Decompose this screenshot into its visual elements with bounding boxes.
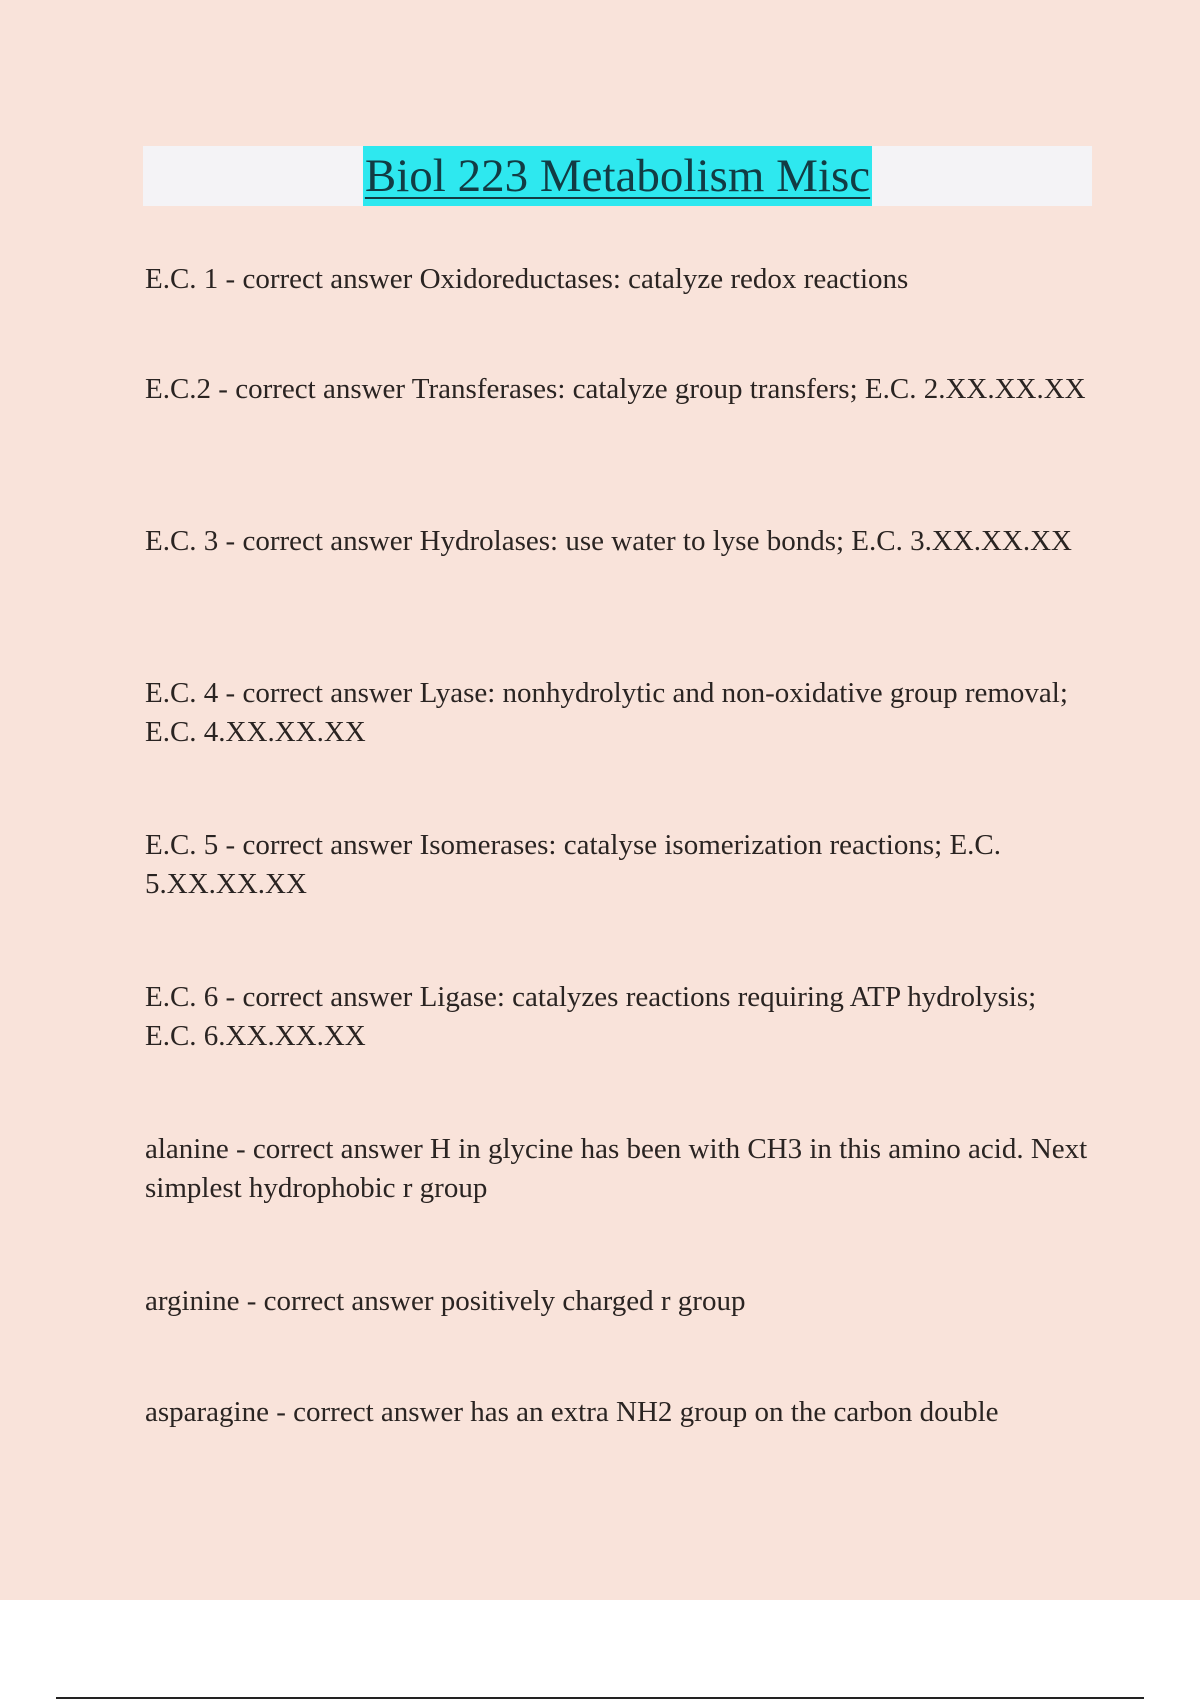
entry-alanine: alanine - correct answer H in glycine has been with CH3 in this amino acid. Next simplest hydrophobic r group xyxy=(145,1133,1088,1204)
entry-arginine: arginine - correct answer positively charged r group xyxy=(145,1285,746,1317)
entry-ec2: E.C.2 - correct answer Transferases: catalyze group transfers; E.C. 2.XX.XX.XX xyxy=(145,373,1086,405)
title-bar xyxy=(143,146,1092,206)
entry-ec1: E.C. 1 - correct answer Oxidoreductases: catalyze redox reactions xyxy=(145,263,909,295)
entry-asparagine: asparagine - correct answer has an extra NH2 group on the carbon double xyxy=(145,1396,999,1428)
entry-ec6: E.C. 6 - correct answer Ligase: catalyzes reactions requiring ATP hydrolysis; E.C. 6.XX.XX.XX xyxy=(145,981,1037,1052)
entry-ec3: E.C. 3 - correct answer Hydrolases: use water to lyse bonds; E.C. 3.XX.XX.XX xyxy=(145,525,1072,557)
entry-ec4: E.C. 4 - correct answer Lyase: nonhydrolytic and non-oxidative group removal; E.C. 4.XX.XX.XX xyxy=(145,677,1068,748)
page-title: Biol 223 Metabolism Misc xyxy=(363,146,872,206)
footer-divider xyxy=(56,1697,1144,1699)
entry-ec5: E.C. 5 - correct answer Isomerases: catalyse isomerization reactions; E.C. 5.XX.XX.XX xyxy=(145,829,1001,900)
